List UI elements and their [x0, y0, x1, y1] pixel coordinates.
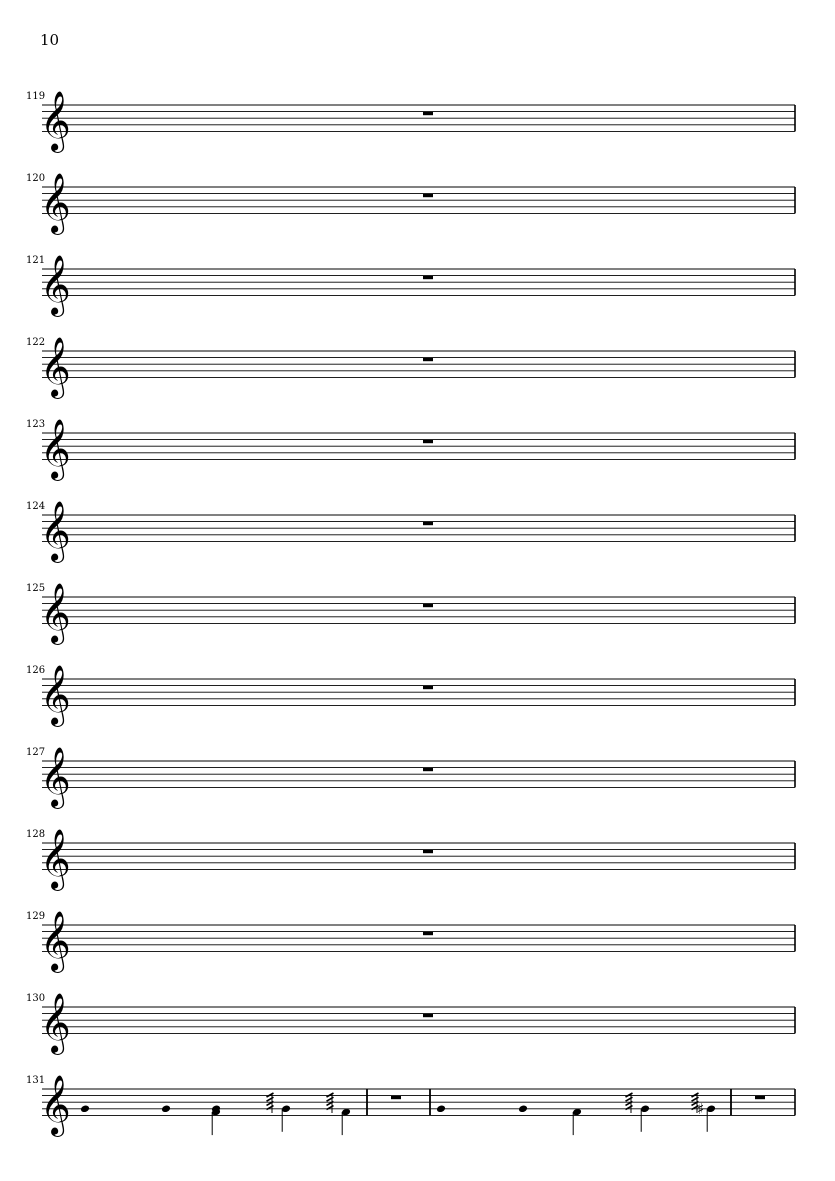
staff-system: [26, 829, 795, 891]
measure-number: 127: [26, 747, 46, 758]
staff-system: [26, 419, 795, 481]
staff-system: [26, 583, 795, 645]
treble-clef-icon: 𝄞: [40, 419, 71, 479]
staff-system: [26, 173, 795, 235]
treble-clef-icon: 𝄞: [40, 911, 71, 971]
treble-clef-icon: 𝄞: [40, 993, 71, 1053]
measure-number: 129: [26, 911, 46, 922]
measure-number: 121: [26, 255, 46, 266]
notehead: [80, 1104, 90, 1113]
whole-rest: [423, 522, 433, 526]
treble-clef-icon: 𝄞: [40, 829, 71, 889]
treble-clef-icon: 𝄞: [40, 337, 71, 397]
measure-number: 119: [26, 91, 46, 102]
treble-clef-icon: 𝄞: [40, 91, 71, 151]
staff-system: [26, 747, 795, 809]
notehead: [161, 1104, 171, 1113]
whole-rest: [423, 1014, 433, 1018]
measure-number: 124: [26, 501, 46, 512]
treble-clef-icon: 𝄞: [40, 747, 71, 807]
whole-rest: [423, 932, 433, 936]
measure-number: 123: [26, 419, 46, 430]
measure-number: 122: [26, 337, 46, 348]
measure-number: 131: [26, 1075, 46, 1086]
treble-clef-icon: 𝄞: [40, 173, 71, 233]
treble-clef-icon: 𝄞: [40, 501, 71, 561]
treble-clef-icon: 𝄞: [40, 583, 71, 643]
measure-number: 128: [26, 829, 46, 840]
staff-system: [26, 501, 795, 563]
notehead: [436, 1104, 446, 1113]
whole-rest: [755, 1096, 765, 1100]
whole-rest: [423, 440, 433, 444]
sharp-accidental: ♯: [697, 1099, 705, 1118]
whole-rest: [423, 768, 433, 772]
whole-rest: [423, 112, 433, 116]
measure-number: 126: [26, 665, 46, 676]
whole-rest: [423, 276, 433, 280]
page-number: 10: [40, 31, 60, 49]
measure-number: 120: [26, 173, 46, 184]
treble-clef-icon: 𝄞: [40, 255, 71, 315]
staff-system: [26, 255, 795, 317]
whole-rest: [423, 194, 433, 198]
staff-system: [26, 911, 795, 973]
measure-number: 125: [26, 583, 46, 594]
treble-clef-icon: 𝄞: [40, 1075, 71, 1135]
whole-rest: [391, 1096, 401, 1100]
staff-system: [26, 91, 795, 153]
staff-system: [26, 1075, 795, 1137]
whole-rest: [423, 850, 433, 854]
treble-clef-icon: 𝄞: [40, 665, 71, 725]
notehead: [518, 1104, 528, 1113]
staff-system: [26, 993, 795, 1055]
whole-rest: [423, 604, 433, 608]
measure-number: 130: [26, 993, 46, 1004]
whole-rest: [423, 358, 433, 362]
whole-rest: [423, 686, 433, 690]
staff-system: [26, 337, 795, 399]
staff-system: [26, 665, 795, 727]
